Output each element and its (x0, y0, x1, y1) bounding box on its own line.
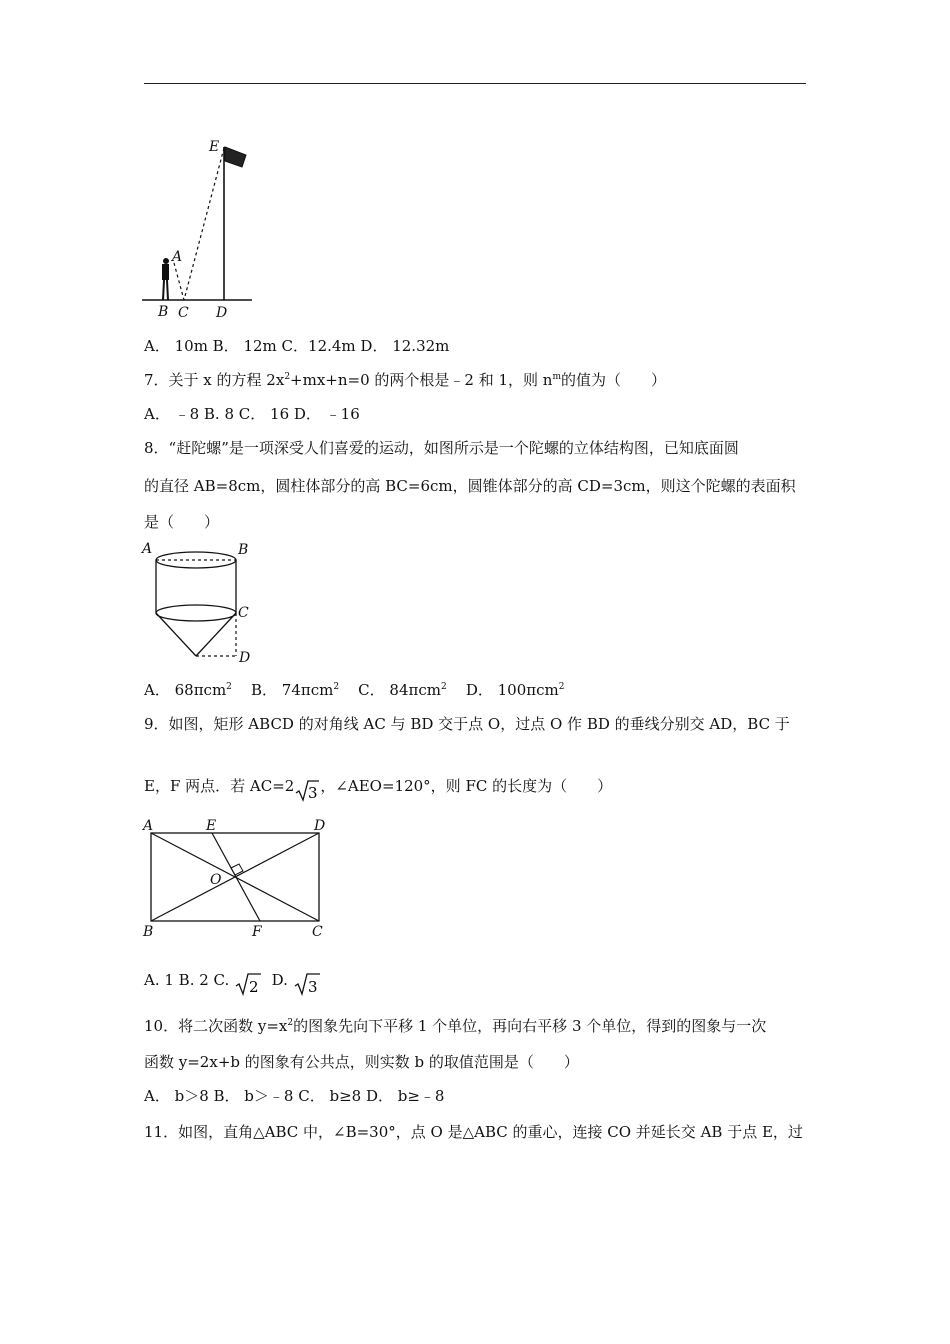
rect-label-c: C (312, 924, 323, 940)
q10-line-1: 10．将二次函数 $y=x^2$的图象先向下平移 1 个单位，再向右平移 3 个单位，得到的图象与一次 (144, 1017, 767, 1035)
flagpole-label-d: D (216, 305, 228, 321)
rect-label-o: O (210, 872, 222, 888)
q8-options: A． 68πcm$^2$ B． 74πcm$^2$ C． 84πcm$^2$ D． 100πcm$^2$ (144, 681, 565, 699)
q6-options: A． 10m B． 12m C．12.4m D． 12.32m (144, 337, 450, 355)
top-label-a: A (142, 541, 153, 557)
q8-line-2: 的直径 AB=8cm，圆柱体部分的高 BC=6cm，圆锥体部分的高 CD=3cm，则这个陀螺的表面积 (144, 477, 796, 495)
q9-options: A. 1 B. 2 C. 2 D. 3 (144, 970, 321, 997)
q10-options: A． b＞8 B． b＞﹣8 C． b≥8 D． b≥﹣8 (144, 1087, 445, 1105)
rect-label-f: F (252, 924, 262, 940)
sqrt-3-radical (295, 779, 319, 803)
svg-text:3: 3 (307, 978, 318, 996)
q9-line-2: E，F 两点．若 AC=2 3 ，∠AEO=120°，则 FC 的长度为（ ） (144, 777, 613, 802)
rect-label-e: E (206, 818, 217, 834)
top-label-b: B (238, 542, 249, 558)
q8-line-1: 8．“赶陀螺”是一项深受人们喜爱的运动，如图所示是一个陀螺的立体结构图，已知底面圆 (144, 439, 739, 457)
top-label-c: C (238, 605, 249, 621)
flagpole-label-b: B (158, 304, 169, 320)
rect-label-d: D (314, 818, 326, 834)
q11-line-1: 11．如图，直角△ABC 中，∠B=30°，点 O 是△ABC 的重心，连接 CO 并延长交 AB 于点 E，过 (144, 1123, 803, 1141)
svg-text:3: 3 (308, 784, 318, 802)
header-rule (144, 83, 806, 84)
rectangle-figure (140, 815, 335, 940)
q8-line-3: 是（ ） (144, 513, 220, 531)
sqrt-2-radical (235, 971, 261, 997)
spinning-top-figure (140, 540, 265, 670)
q9-line-1: 9．如图，矩形 ABCD 的对角线 AC 与 BD 交于点 O，过点 O 作 BD 的垂线分别交 AD，BC 于 (144, 715, 790, 733)
rect-label-b: B (143, 924, 154, 940)
flagpole-label-a: A (172, 249, 183, 265)
svg-text:2: 2 (249, 978, 259, 996)
flagpole-label-c: C (178, 305, 189, 321)
top-label-d: D (239, 650, 251, 666)
flagpole-label-e: E (209, 139, 220, 155)
q10-line-2: 函数 y=2x+b 的图象有公共点，则实数 b 的取值范围是（ ） (144, 1053, 579, 1071)
rect-label-a: A (143, 818, 154, 834)
sqrt-3-radical (294, 971, 320, 997)
q7-stem: 7．关于 x 的方程 $2x^2+mx+n=0$ 的两个根是﹣2 和 1，则 $n^m$的值为（ ） (144, 371, 667, 389)
q7-options: A． ﹣8 B. 8 C． 16 D． ﹣16 (144, 405, 360, 423)
flagpole-figure (140, 135, 260, 325)
